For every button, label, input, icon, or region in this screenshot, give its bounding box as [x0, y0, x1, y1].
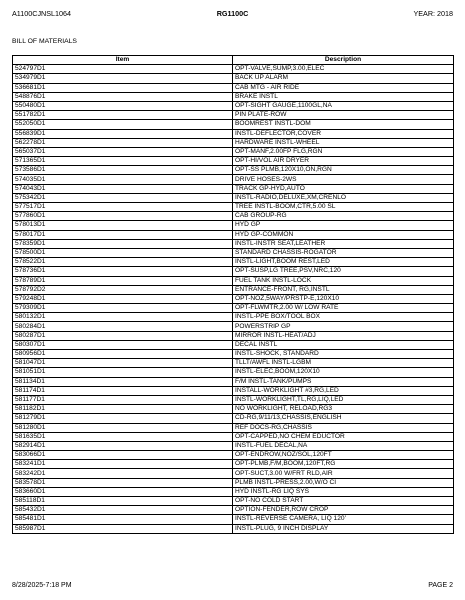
table-row [13, 313, 454, 322]
table-row [13, 460, 454, 469]
item-number-cell: 524797D1 [13, 65, 233, 74]
item-description-cell: OPT-MANF,2.00FP FLG,RGN [233, 147, 454, 156]
item-number-cell: 562278D1 [13, 138, 233, 147]
table-row [13, 405, 454, 414]
item-number-cell: 581051D1 [13, 368, 233, 377]
item-number-cell: 536681D1 [13, 83, 233, 92]
item-description-cell: OPTION-FENDER,ROW CROP [233, 506, 454, 515]
item-description-cell: INSTL-REVERSE CAMERA, LIQ 120' [233, 515, 454, 524]
item-number-cell: 585118D1 [13, 497, 233, 506]
table-row [13, 212, 454, 221]
item-description-cell: OPT-HI/VOL AIR DRYER [233, 157, 454, 166]
item-number-cell: 580284D1 [13, 322, 233, 331]
item-number-cell: 577517D1 [13, 203, 233, 212]
item-description-cell: INSTL-DEFLECTOR,COVER [233, 129, 454, 138]
item-description-cell: BACK UP ALARM [233, 74, 454, 83]
table-row [13, 267, 454, 276]
document-serial: A1100CJNSL1064 [12, 9, 72, 18]
item-number-cell: 580287D1 [13, 331, 233, 340]
item-number-cell: 580132D1 [13, 313, 233, 322]
item-number-cell: 551782D1 [13, 111, 233, 120]
item-description-cell: POWERSTRIP GP [233, 322, 454, 331]
table-row [13, 285, 454, 294]
table-row [13, 432, 454, 441]
item-description-cell: FUEL TANK INSTL-LOCK [233, 276, 454, 285]
item-number-cell: 571365D1 [13, 157, 233, 166]
item-number-cell: 574035D1 [13, 175, 233, 184]
item-number-cell: 575342D1 [13, 193, 233, 202]
item-description-cell: TLLT/AWFL INSTL-LGBM [233, 359, 454, 368]
table-row [13, 340, 454, 349]
table-row [13, 147, 454, 156]
item-description-cell: OPT-SS PLMB,120X10,ON,RGN [233, 166, 454, 175]
item-number-cell: 585987D1 [13, 524, 233, 533]
item-description-cell: PLMB INSTL-PRESS,2.00,W/O CI [233, 478, 454, 487]
item-number-cell: 534979D1 [13, 74, 233, 83]
table-row [13, 276, 454, 285]
item-description-cell: OPT-FLWMTR,2.00 W/ LOW RATE [233, 304, 454, 313]
item-number-cell: 583660D1 [13, 487, 233, 496]
item-description-cell: INSTL-WORKLIGHT,TL,RG,LIQ,LED [233, 395, 454, 404]
item-description-cell: INSTL-ELEC,BOOM,120X10 [233, 368, 454, 377]
item-description-cell: PIN PLATE-ROW [233, 111, 454, 120]
item-description-cell: OPT-VALVE,SUMP,3.00,ELEC [233, 65, 454, 74]
item-description-cell: OPT-PLMB,F/M,BOOM,120FT,RG [233, 460, 454, 469]
item-description-cell: INSTL-PPE BOX/TOOL BOX [233, 313, 454, 322]
table-row [13, 239, 454, 248]
item-description-cell: BOOMREST INSTL-DOM [233, 120, 454, 129]
item-description-cell: OPT-NO COLD START [233, 497, 454, 506]
table-row [13, 515, 454, 524]
item-number-cell: 582914D1 [13, 441, 233, 450]
item-description-cell: OPT-NOZ,5WAY/PRSTP-E,120X10 [233, 294, 454, 303]
item-description-cell: OPT-ENDROW,NOZ/SOL,120FT [233, 451, 454, 460]
item-number-cell: 578789D1 [13, 276, 233, 285]
item-number-cell: 550480D1 [13, 101, 233, 110]
item-description-cell: HYD GP-COMMON [233, 230, 454, 239]
table-row [13, 120, 454, 129]
page-number: PAGE 2 [428, 582, 453, 589]
item-description-cell: OPT-SUSP,LG TREE,PSV,NRC,120 [233, 267, 454, 276]
table-row [13, 258, 454, 267]
item-number-cell: 583578D1 [13, 478, 233, 487]
column-header-description: Description [233, 56, 454, 65]
item-description-cell: OPT-CAPPED,NO CHEM EDUCTOR [233, 432, 454, 441]
table-row [13, 157, 454, 166]
item-description-cell: INSTL-LIGHT,BOOM REST,LED [233, 258, 454, 267]
table-row [13, 497, 454, 506]
item-description-cell: INSTL-PLUG, 9 INCH DISPLAY [233, 524, 454, 533]
table-row [13, 203, 454, 212]
item-description-cell: INSTL-RADIO,DELUXE,XM,CRENLO [233, 193, 454, 202]
item-description-cell: INSTL-SHOCK, STANDARD [233, 350, 454, 359]
item-description-cell: OPT-SUCT,3.00 W/FRT RLD,AIR [233, 469, 454, 478]
item-number-cell: 577860D1 [13, 212, 233, 221]
table-row [13, 451, 454, 460]
table-row [13, 386, 454, 395]
table-row [13, 506, 454, 515]
table-row [13, 322, 454, 331]
table-row [13, 350, 454, 359]
item-description-cell: CAB GROUP-RG [233, 212, 454, 221]
item-number-cell: 580956D1 [13, 350, 233, 359]
table-row [13, 111, 454, 120]
item-number-cell: 578359D1 [13, 239, 233, 248]
item-number-cell: 585432D1 [13, 506, 233, 515]
table-body [13, 65, 454, 534]
item-number-cell: 556839D1 [13, 129, 233, 138]
section-title: BILL OF MATERIALS [12, 38, 77, 45]
table-row [13, 294, 454, 303]
table-row [13, 138, 454, 147]
table-row [13, 221, 454, 230]
table-row [13, 101, 454, 110]
item-description-cell: F/M INSTL-TANK/PUMPS [233, 377, 454, 386]
item-number-cell: 565037D1 [13, 147, 233, 156]
table-row [13, 478, 454, 487]
table-row [13, 304, 454, 313]
item-number-cell: 578013D1 [13, 221, 233, 230]
table-row [13, 359, 454, 368]
table-row [13, 414, 454, 423]
item-number-cell: 581047D1 [13, 359, 233, 368]
column-header-item: Item [13, 56, 233, 65]
item-description-cell: NO WORKLIGHT, RELOAD,RG3 [233, 405, 454, 414]
table-row [13, 74, 454, 83]
item-number-cell: 579248D1 [13, 294, 233, 303]
item-number-cell: 583066D1 [13, 451, 233, 460]
item-number-cell: 578500D1 [13, 248, 233, 257]
table-row [13, 83, 454, 92]
table-row [13, 129, 454, 138]
table-row [13, 469, 454, 478]
item-description-cell: ENTRANCE-FRONT, RG,INSTL [233, 285, 454, 294]
item-description-cell: OPT-SIGHT GAUGE,1100GL,NA [233, 101, 454, 110]
item-description-cell: DECAL INSTL [233, 340, 454, 349]
item-number-cell: 581280D1 [13, 423, 233, 432]
document-model: RG1100C [216, 9, 249, 18]
item-number-cell: 583242D1 [13, 469, 233, 478]
item-number-cell: 578522D1 [13, 258, 233, 267]
item-number-cell: 580307D1 [13, 340, 233, 349]
item-description-cell: INSTL-INSTR SEAT,LEATHER [233, 239, 454, 248]
table-row [13, 65, 454, 74]
bill-of-materials-table [12, 55, 454, 534]
item-number-cell: 574043D1 [13, 184, 233, 193]
item-number-cell: 578736D1 [13, 267, 233, 276]
item-number-cell: 578792D2 [13, 285, 233, 294]
item-description-cell: HYD GP [233, 221, 454, 230]
table-row [13, 331, 454, 340]
table-row [13, 423, 454, 432]
item-number-cell: 573586D1 [13, 166, 233, 175]
item-number-cell: 585481D1 [13, 515, 233, 524]
item-number-cell: 581134D1 [13, 377, 233, 386]
item-number-cell: 581279D1 [13, 414, 233, 423]
item-number-cell: 581635D1 [13, 432, 233, 441]
item-description-cell: DRIVE HOSES-2WS [233, 175, 454, 184]
item-number-cell: 578017D1 [13, 230, 233, 239]
item-number-cell: 579309D1 [13, 304, 233, 313]
table-row [13, 368, 454, 377]
item-description-cell: TRACK GP-HYD,AUTO [233, 184, 454, 193]
table-row [13, 193, 454, 202]
item-number-cell: 552050D1 [13, 120, 233, 129]
table-row [13, 248, 454, 257]
table-row [13, 166, 454, 175]
table-header-row [13, 56, 454, 65]
item-description-cell: MIRROR INSTL-HEAT/ADJ [233, 331, 454, 340]
item-description-cell: BRAKE INSTL [233, 92, 454, 101]
table-row [13, 230, 454, 239]
item-description-cell: HARDWARE INSTL-WHEEL [233, 138, 454, 147]
table-row [13, 441, 454, 450]
table-row [13, 524, 454, 533]
table-row [13, 377, 454, 386]
item-number-cell: 581174D1 [13, 386, 233, 395]
table-row [13, 175, 454, 184]
item-number-cell: 583241D1 [13, 460, 233, 469]
item-description-cell: REF DOCS-RG,CHASSIS [233, 423, 454, 432]
print-timestamp: 8/28/2025-7:18 PM [12, 582, 72, 589]
item-description-cell: INSTL-FUEL DECAL,NA [233, 441, 454, 450]
table-row [13, 184, 454, 193]
item-description-cell: INSTALL-WORKLIGHT #3,RG,LED [233, 386, 454, 395]
item-description-cell: TREE INSTL-BOOM,CTR,5.00 SL [233, 203, 454, 212]
item-description-cell: STANDARD CHASSIS-ROGATOR [233, 248, 454, 257]
item-number-cell: 548876D1 [13, 92, 233, 101]
item-description-cell: CD-RG,9/11/13,CHASSIS,ENGLISH [233, 414, 454, 423]
item-description-cell: HYD INSTL-RG LIQ SYS [233, 487, 454, 496]
item-description-cell: CAB MTG - AIR RIDE [233, 83, 454, 92]
table-row [13, 92, 454, 101]
item-number-cell: 581182D1 [13, 405, 233, 414]
table-row [13, 395, 454, 404]
table-row [13, 487, 454, 496]
item-number-cell: 581177D1 [13, 395, 233, 404]
document-year: YEAR: 2018 [413, 9, 453, 18]
